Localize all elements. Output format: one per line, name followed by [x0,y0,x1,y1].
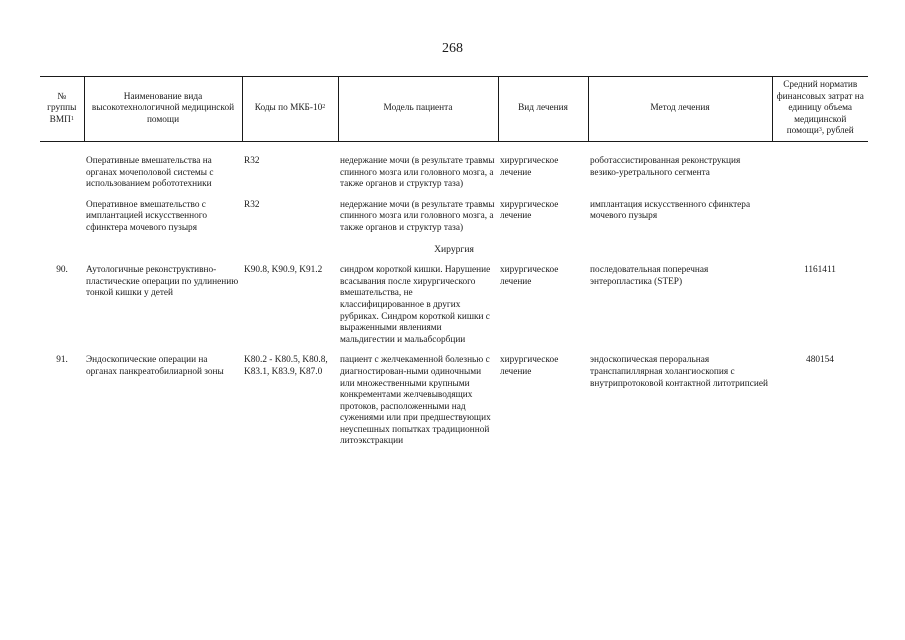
section-title: Хирургия [434,243,474,255]
spacer-row [40,142,868,157]
header-method: Метод лечения [588,77,772,142]
cell-method: роботассистированная реконструкция везико-уретрального сегмента [590,156,741,178]
cell-method: имплантация искусственного сфинктера мочевого пузыря [590,199,751,222]
header-model: Модель пациента [338,77,498,142]
cell-name: Оперативное вмешательство с имплантацией искусственного сфинктера мочевого пузыря [86,199,207,233]
table-row [40,156,868,200]
cell-num: 91. [56,355,68,366]
cell-codes: R32 [244,156,260,166]
cell-cost: 1161411 [804,265,836,276]
header-codes: Коды по МКБ-$10^2$ [242,77,338,142]
cell-num: 90. [56,265,68,276]
header-group: № группы ВМП$^1$ [40,77,84,142]
table-row [40,355,868,457]
cell-type: хирургическое лечение [500,355,559,377]
header-type: Вид лечения [498,77,588,142]
table-header-row [40,77,868,142]
vmp-table [40,76,868,457]
cell-name: Эндоскопические операции на органах панкреатобилиарной зоны [86,355,224,377]
cell-model: недержание мочи (в результате травмы спинного мозга или головного мозга, а также органов и структур таза) [340,156,495,190]
table-row [40,200,868,244]
cell-codes: K90.8, K90.9, K91.2 [244,265,323,276]
table-row [40,265,868,355]
page-number: 268 [442,41,463,56]
cell-method: последовательная поперечная энтеропластика (STEP) [590,265,709,287]
cell-cost [772,200,868,244]
cell-num [40,156,84,200]
cell-model: пациент с желчекаменной болезнью с диагностирован-ными одиночными или множественными крупными конкрементами желчевыводящих протоков, расположенными над сужениями или при предшествующих неуспешных попытках традиционной литоэкстракции [340,355,491,447]
cell-model: недержание мочи (в результате травмы спинного мозга или головного мозга, а также органов и структур таза) [340,199,495,233]
section-row [40,244,868,266]
cell-codes: K80.2 - K80.5, K80.8, K83.1, K83.9, K87.0 [244,355,328,377]
cell-type: хирургическое лечение [500,199,559,222]
cell-type: хирургическое лечение [500,265,559,287]
cell-name: Аутологичные реконструктивно-пластические операции по удлинению тонкой кишки у детей [86,265,239,299]
cell-type: хирургическое лечение [500,156,559,178]
cell-model: синдром короткой кишки. Нарушение всасывания после хирургического вмешательства, не классифицированное в других рубриках. Синдром короткой кишки с выраженными явлениями мальдигестии и мальабсорбции [340,265,491,345]
cell-cost [772,156,868,200]
cell-codes: R32 [244,199,260,210]
cell-cost: 480154 [806,355,834,366]
header-name: Наименование вида высокотехнологичной медицинской помощи [84,77,242,142]
cell-name: Оперативные вмешательства на органах мочеполовой системы с использованием робототехники [86,156,214,190]
header-cost: Средний норматив финансовых затрат на единицу объема медицинской помощи$^3$, рублей [772,77,868,142]
cell-method: эндоскопическая пероральная транспапиллярная холангиоскопия с внутрипротоковой контактной литотрипсией [590,355,768,389]
cell-num [40,200,84,244]
